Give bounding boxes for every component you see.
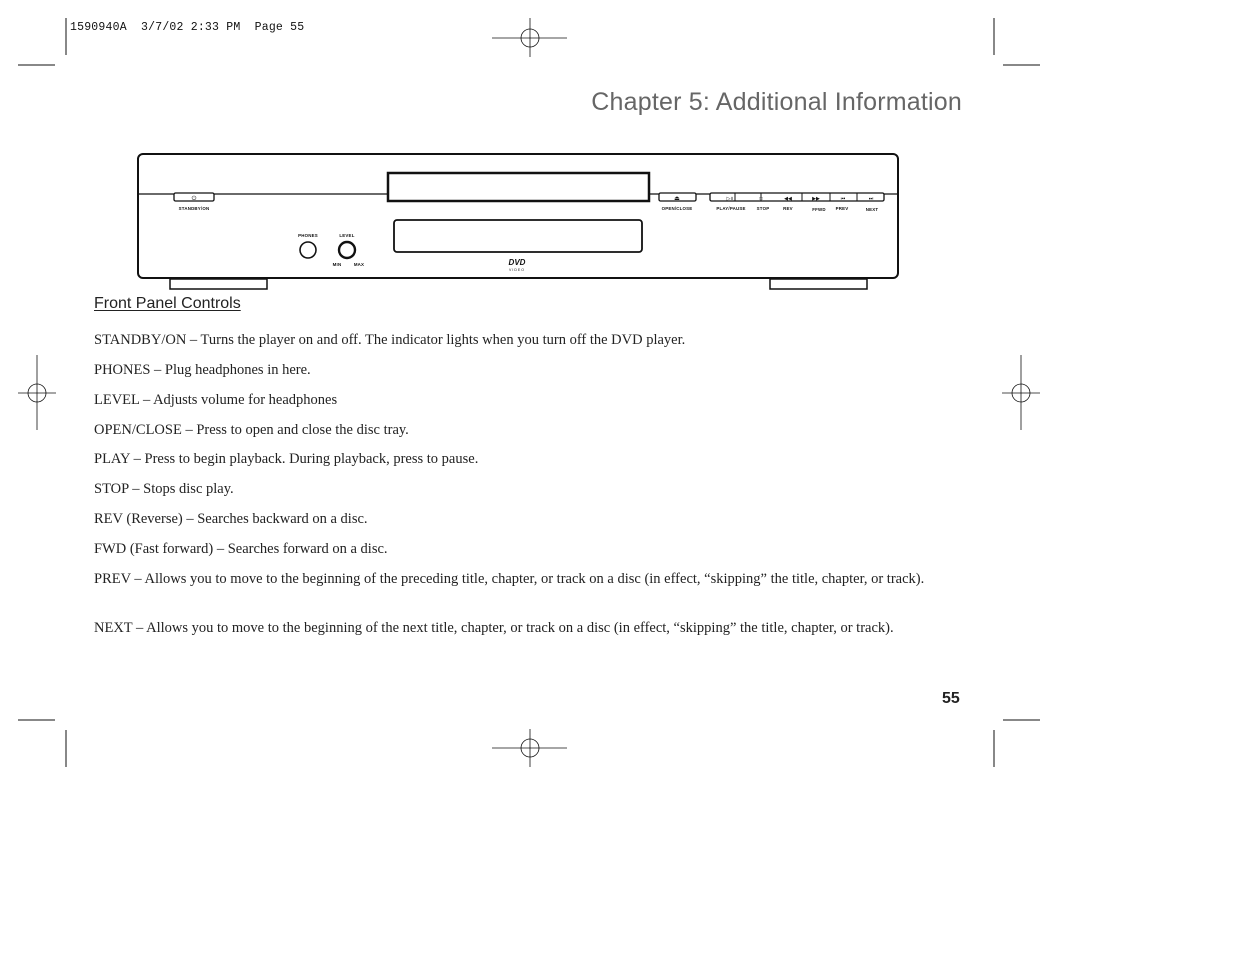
right-foot — [770, 279, 867, 289]
control-description — [94, 619, 954, 638]
eject-icon: ⏏ — [674, 196, 680, 202]
control-text: – Turns the player on and off. The indicator lights when you turn off the DVD player. — [186, 332, 686, 348]
standby-label: STANDBY/ON — [178, 206, 210, 211]
control-description — [94, 391, 954, 410]
control-text: – Press to open and close the disc tray. — [181, 422, 409, 438]
prev-icon: ⏮ — [840, 197, 846, 202]
control-term: STOP — [94, 481, 129, 497]
control-description — [94, 570, 954, 589]
display-window — [394, 220, 642, 252]
control-term: PREV – — [94, 571, 142, 587]
next-icon: ⏭ — [868, 197, 874, 202]
control-term: STANDBY/ON — [94, 332, 187, 348]
phones-jack — [300, 242, 316, 258]
max-label: MAX — [353, 262, 365, 267]
control-text: Allows you to move to the beginning of the preceding title, chapter, or track on a disc (in effect, “skipping” the title, chapter, or track). — [141, 571, 925, 587]
control-text: – Searches forward on a disc. — [213, 541, 388, 557]
level-knob — [339, 242, 355, 258]
print-slug: 1590940A 3/7/02 2:33 PM Page 55 — [70, 21, 305, 34]
dvd-logo: DVD — [508, 258, 526, 267]
rev-icon: ◀◀ — [784, 197, 792, 202]
next-label: NEXT — [865, 207, 879, 212]
play-pause-label: PLAY/PAUSE — [716, 206, 746, 211]
stop-label: STOP — [756, 206, 770, 211]
control-description — [94, 480, 954, 499]
level-label: LEVEL — [339, 233, 355, 238]
transport-button-strip — [710, 193, 884, 201]
power-icon: ⏻ — [191, 196, 197, 202]
control-text: – Press to begin playback. During playback, press to pause. — [130, 451, 479, 467]
front-panel-illustration — [136, 152, 904, 292]
control-description — [94, 361, 954, 380]
control-text: Allows you to move to the beginning of the next title, chapter, or track on a disc (in effect, “skipping” the title, chapter, or track). — [143, 620, 894, 636]
ffwd-label: FFWD — [812, 207, 826, 212]
phones-label: PHONES — [298, 233, 318, 238]
control-term: LEVEL — [94, 392, 140, 408]
play-pause-icon: ▷॥ — [726, 197, 734, 202]
control-term: REV (Reverse) — [94, 511, 183, 527]
prev-label: PREV — [835, 206, 849, 211]
page-number: 55 — [942, 690, 960, 707]
control-term: PLAY — [94, 451, 130, 467]
control-term: OPEN/CLOSE — [94, 422, 182, 438]
control-text: – Stops disc play. — [128, 481, 234, 497]
chapter-title: Chapter 5: Additional Information — [591, 88, 962, 116]
ffwd-icon: ▶▶ — [812, 197, 820, 202]
min-label: MIN — [332, 262, 342, 267]
control-description — [94, 450, 954, 469]
control-description — [94, 540, 954, 559]
rev-label: REV — [783, 206, 793, 211]
open-close-label: OPEN/CLOSE — [661, 206, 693, 211]
dvd-video-text: VIDEO — [509, 268, 525, 272]
control-term: FWD (Fast forward) — [94, 541, 214, 557]
disc-tray — [388, 173, 649, 201]
control-text: – Adjusts volume for headphones — [139, 392, 338, 408]
left-foot — [170, 279, 267, 289]
control-description — [94, 331, 954, 350]
control-term: NEXT – — [94, 620, 144, 636]
control-description — [94, 510, 954, 529]
control-term: PHONES — [94, 362, 151, 378]
section-heading: Front Panel Controls — [94, 295, 241, 312]
control-description — [94, 421, 954, 440]
control-text: – Plug headphones in here. — [150, 362, 311, 378]
control-text: – Searches backward on a disc. — [182, 511, 368, 527]
stop-icon: □ — [759, 197, 763, 202]
